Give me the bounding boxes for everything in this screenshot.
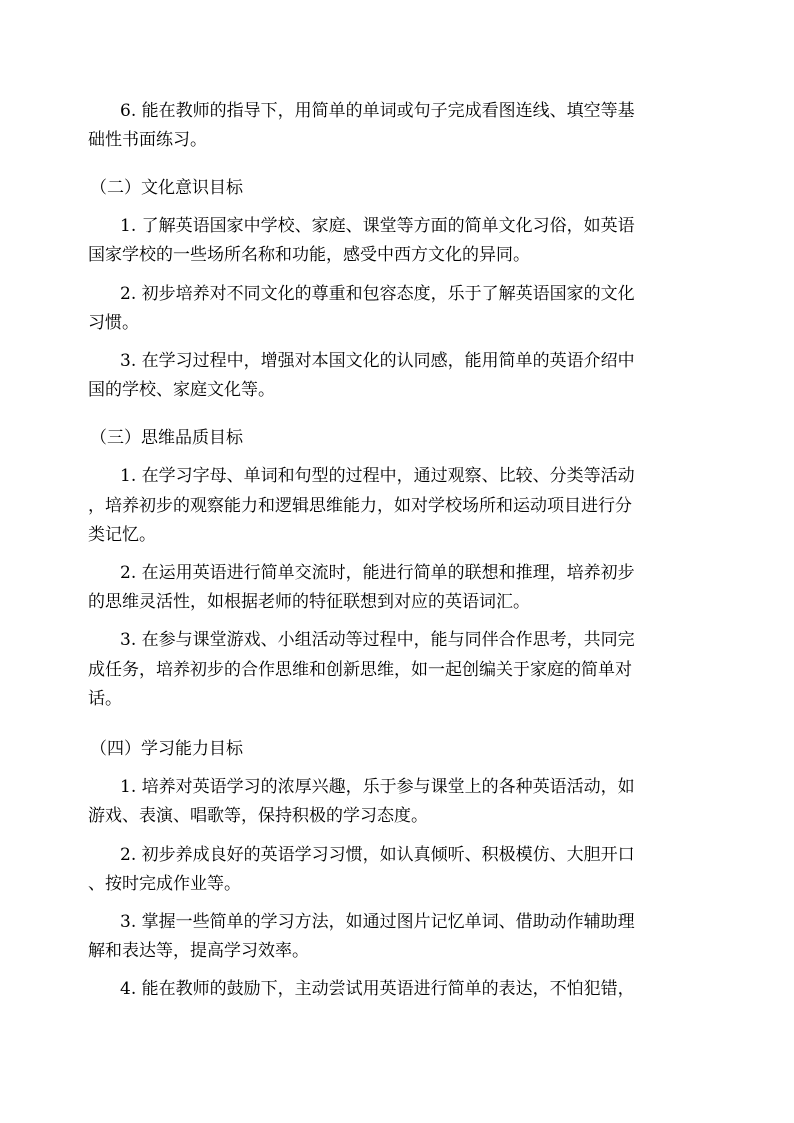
section-heading-thinking: （三）思维品质目标 xyxy=(90,428,243,448)
thinking-item-3-line-3: 话。 xyxy=(88,689,122,709)
item-6-line-2: 础性书面练习。 xyxy=(88,130,207,150)
learning-item-2-line-2: 、按时完成作业等。 xyxy=(88,874,241,894)
thinking-item-2-line-1: 2. 在运用英语进行简单交流时，能进行简单的联想和推理，培养初步 xyxy=(120,563,635,583)
culture-item-2-line-2: 习惯。 xyxy=(88,313,139,333)
thinking-item-2-line-2: 的思维灵活性，如根据老师的特征联想到对应的英语词汇。 xyxy=(88,592,530,612)
culture-item-1-line-2: 国家学校的一些场所名称和功能，感受中西方文化的异同。 xyxy=(88,245,530,265)
thinking-item-1-line-3: 类记忆。 xyxy=(88,525,156,545)
thinking-item-1-line-2: ，培养初步的观察能力和逻辑思维能力，如对学校场所和运动项目进行分 xyxy=(88,496,632,516)
culture-item-3-line-2: 国的学校、家庭文化等。 xyxy=(88,380,275,400)
thinking-item-1-line-1: 1. 在学习字母、单词和句型的过程中，通过观察、比较、分类等活动 xyxy=(120,466,635,486)
culture-item-3-line-1: 3. 在学习过程中，增强对本国文化的认同感，能用简单的英语介绍中 xyxy=(120,351,635,371)
learning-item-3-line-1: 3. 掌握一些简单的学习方法，如通过图片记忆单词、借助动作辅助理 xyxy=(120,912,635,932)
section-heading-culture: （二）文化意识目标 xyxy=(90,178,243,198)
thinking-item-3-line-1: 3. 在参与课堂游戏、小组活动等过程中，能与同伴合作思考，共同完 xyxy=(120,630,635,650)
item-6-line-1: 6. 能在教师的指导下，用简单的单词或句子完成看图连线、填空等基 xyxy=(120,101,635,121)
learning-item-1-line-1: 1. 培养对英语学习的浓厚兴趣，乐于参与课堂上的各种英语活动，如 xyxy=(120,777,635,797)
section-heading-learning: （四）学习能力目标 xyxy=(90,739,243,759)
learning-item-1-line-2: 游戏、表演、唱歌等，保持积极的学习态度。 xyxy=(88,806,428,826)
learning-item-3-line-2: 解和表达等，提高学习效率。 xyxy=(88,941,309,961)
culture-item-2-line-1: 2. 初步培养对不同文化的尊重和包容态度，乐于了解英语国家的文化 xyxy=(120,284,635,304)
learning-item-2-line-1: 2. 初步养成良好的英语学习习惯，如认真倾听、积极模仿、大胆开口 xyxy=(120,845,635,865)
culture-item-1-line-1: 1. 了解英语国家中学校、家庭、课堂等方面的简单文化习俗，如英语 xyxy=(120,216,635,236)
learning-item-4-line-1: 4. 能在教师的鼓励下，主动尝试用英语进行简单的表达，不怕犯错， xyxy=(120,979,635,999)
thinking-item-3-line-2: 成任务，培养初步的合作思维和创新思维，如一起创编关于家庭的简单对 xyxy=(88,660,632,680)
